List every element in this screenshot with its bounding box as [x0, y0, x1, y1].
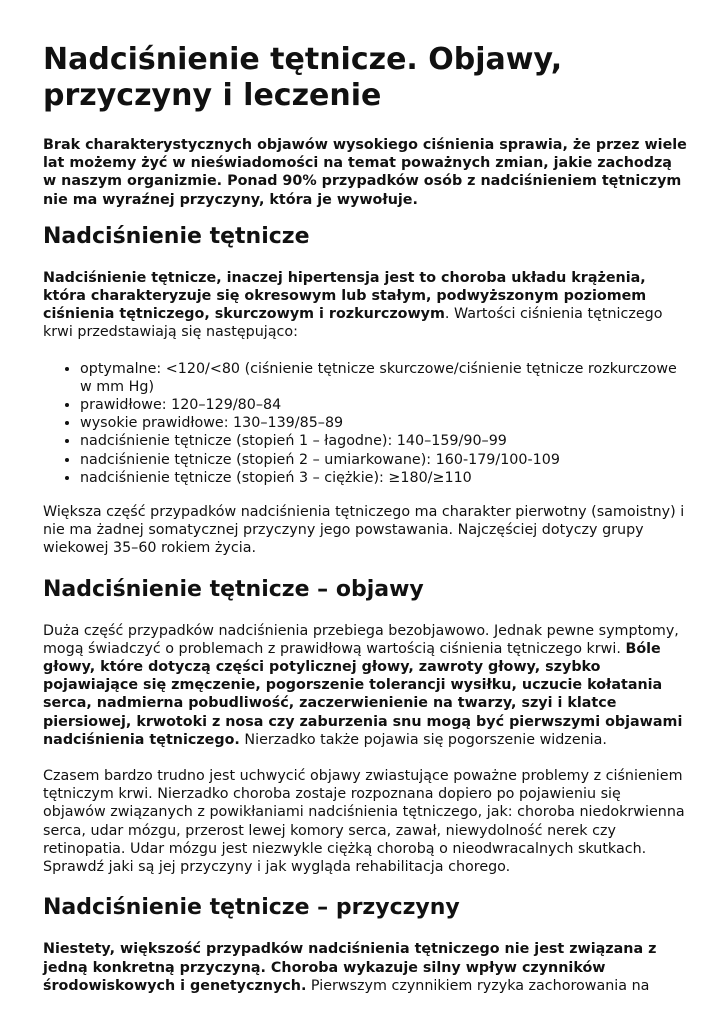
blood-pressure-list	[43, 360, 687, 487]
causes-bold: Niestety, większość przypadków nadciśnienia tętniczego nie jest związana z jedną konkretną przyczyną. Choroba wykazuje silny wpływ czynników środowiskowych i genetycznych.	[43, 941, 657, 994]
list-item: • optymalne: <120/<80 (ciśnienie tętnicze skurczowe/ciśnienie tętnicze rozkurczowe w mm Hg)	[80, 360, 687, 396]
section-heading-hypertension: Nadciśnienie tętnicze	[43, 223, 310, 249]
symptoms-intro: Duża część przypadków nadciśnienia przebiega bezobjawowo. Jednak pewne symptomy, mogą świadczyć o problemach z prawidłową wartością ciśnienia tętniczego krwi.	[43, 622, 679, 657]
definition-bold: Nadciśnienie tętnicze, inaczej hipertensja jest to choroba układu krążenia, która charakteryzuje się okresowym lub stałym, podwyższonym poziomem ciśnienia tętniczego, skurczowym i rozkurczowym	[43, 269, 647, 323]
article-lead: Brak charakterystycznych objawów wysokiego ciśnienia sprawia, że przez wiele lat możemy żyć w nieświadomości na temat poważnych zmian, jakie zachodzą w naszym organizmie. Ponad 90% przypadków osób z nadciśnieniem tętniczym nie ma wyraźnej przyczyny, która je wywołuje.	[43, 137, 687, 208]
primary-hypertension-paragraph: Większa część przypadków nadciśnienia tętniczego ma charakter pierwotny (samoistny) i nie ma żadnej somatycznej przyczyny jego powstawania. Najczęściej dotyczy grupy wiekowej 35–60 rokiem życia.	[43, 504, 685, 557]
symptoms-paragraph	[43, 622, 687, 749]
list-item: • nadciśnienie tętnicze (stopień 2 – umiarkowane): 160-179/100-109	[80, 451, 687, 469]
section-heading-symptoms: Nadciśnienie tętnicze – objawy	[43, 576, 424, 602]
article-title: Nadciśnienie tętnicze. Objawy, przyczyny i leczenie	[43, 42, 563, 113]
causes-rest: Pierwszym czynnikiem ryzyka zachorowania na	[306, 977, 650, 994]
symptoms-bold: Bóle głowy, które dotyczą części potylicznej głowy, zawroty głowy, szybko pojawiające się zmęczenie, pogorszenie tolerancji wysiłku, uczucie kołatania serca, nadmierna pobudliwość, zaczerwienienie na twarzy, szyi i klatce piersiowej, krwotoki z nosa czy zaburzenia snu mogą być pierwszymi objawami nadciśnienia tętniczego.	[43, 640, 683, 748]
list-item: • nadciśnienie tętnicze (stopień 3 – ciężkie): ≥180/≥110	[80, 469, 687, 487]
complications-paragraph: Czasem bardzo trudno jest uchwycić objawy zwiastujące poważne problemy z ciśnieniem tętniczym krwi. Nierzadko choroba zostaje rozpoznana dopiero po pojawieniu się objawów związanych z powikłaniami nadciśnienia tętniczego, jak: choroba niedokrwienna serca, udar mózgu, przerost lewej komory serca, zawał, niewydolność nerek czy retinopatia. Udar mózgu jest niezwykle ciężką chorobą o nieodwracalnych skutkach. Sprawdź jaki są jej przyczyny i jak wygląda rehabilitacja chorego.	[43, 768, 685, 876]
list-item: • prawidłowe: 120–129/80–84	[80, 396, 687, 414]
definition-paragraph	[43, 269, 687, 342]
symptoms-end: Nierzadko także pojawia się pogorszenie widzenia.	[239, 731, 607, 748]
section-heading-causes: Nadciśnienie tętnicze – przyczyny	[43, 895, 460, 921]
article	[43, 42, 687, 1013]
list-item: • wysokie prawidłowe: 130–139/85–89	[80, 414, 687, 432]
causes-paragraph	[43, 940, 687, 995]
list-item: • nadciśnienie tętnicze (stopień 1 – łagodne): 140–159/90–99	[80, 432, 687, 450]
definition-rest: . Wartości ciśnienia tętniczego krwi przedstawiają się następująco:	[43, 306, 663, 341]
